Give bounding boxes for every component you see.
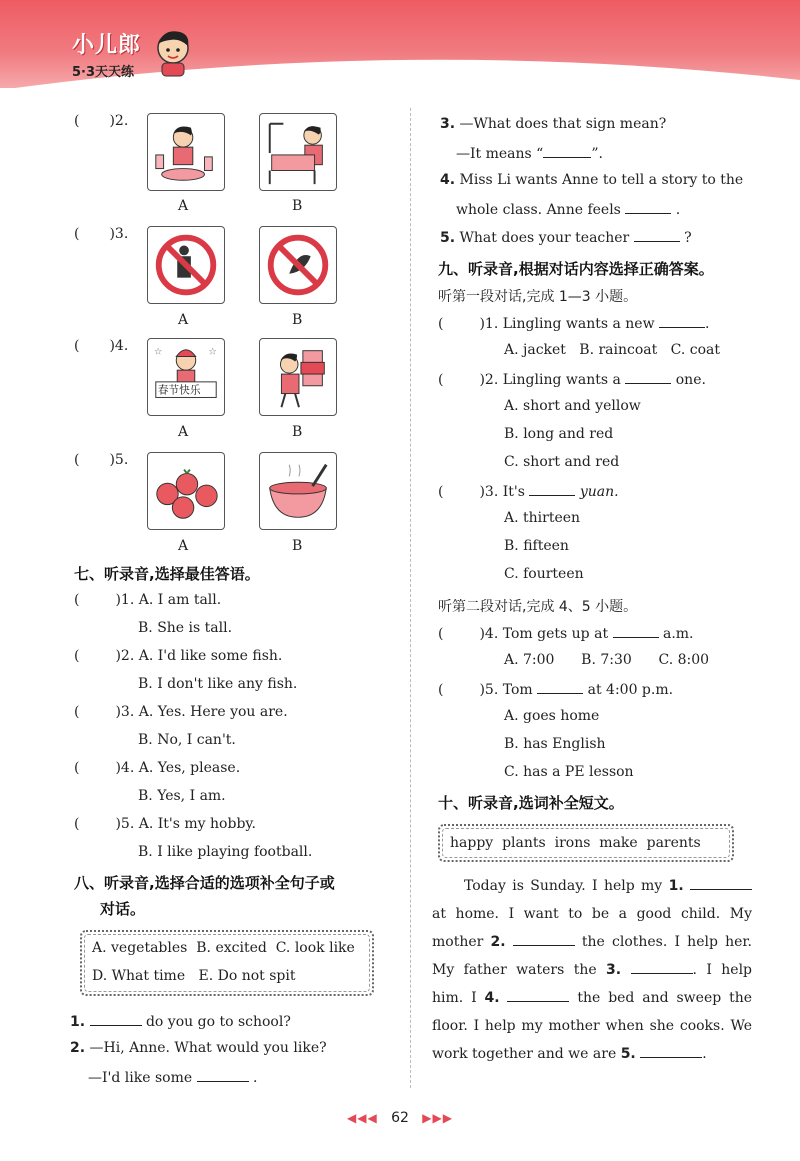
part6-item-2-label-b: B bbox=[292, 198, 303, 214]
no-food-sign-icon bbox=[260, 227, 336, 303]
part6-item-4-number: ( )4. bbox=[74, 338, 129, 354]
part8-box-line2: D. What time E. Do not spit bbox=[92, 968, 296, 984]
part6-item-3-number: ( )3. bbox=[74, 226, 129, 242]
part10-word-box bbox=[438, 824, 734, 862]
answer-blank[interactable] bbox=[197, 1068, 249, 1082]
part6-item-3-label-b: B bbox=[292, 312, 303, 328]
part8-title-line1: 八、听录音,选择合适的选项补全句子或 bbox=[74, 874, 335, 892]
part6-item-4-label-a: A bbox=[178, 424, 189, 440]
part6-item-4-label-b: B bbox=[292, 424, 303, 440]
part7-item-2-option-b: B. I don't like any fish. bbox=[138, 676, 298, 692]
part9-title: 九、听录音,根据对话内容选择正确答案。 bbox=[438, 260, 714, 278]
answer-blank[interactable] bbox=[537, 680, 583, 694]
part7-item-2: ( )2. A. I'd like some fish. bbox=[74, 648, 283, 664]
brand-name: 小儿郎 bbox=[72, 33, 142, 58]
banner-text: 春节快乐 bbox=[157, 383, 201, 397]
part9-question-5-option-a: A. goes home bbox=[504, 708, 600, 724]
part8-question-2-line2: —I'd like some . bbox=[88, 1070, 258, 1086]
part6-item-5-label-b: B bbox=[292, 538, 303, 554]
answer-blank[interactable] bbox=[625, 370, 671, 384]
part6-item-2-number: ( )2. bbox=[74, 113, 129, 129]
part9-question-2: ( )2. Lingling wants a one. bbox=[438, 372, 706, 388]
part10-passage: Today is Sunday. I help my 1. at home. I want to be a good child. My mother 2. the clothes. I help her. My father waters the 3. . I help him. I 4. the bed and sweep the floor. I help my mother when she cooks. We work together and we are 5. . bbox=[432, 878, 753, 1062]
part6-item-5-picture-b bbox=[259, 452, 337, 530]
part6-item-5-number: ( )5. bbox=[74, 452, 129, 468]
right-arrows-icon: ▶▶▶ bbox=[422, 1111, 453, 1125]
left-arrows-icon: ◀◀◀ bbox=[347, 1111, 378, 1125]
part9-question-3: ( )3. It's yuan. bbox=[438, 484, 619, 500]
part6-item-3-picture-b bbox=[259, 226, 337, 304]
part7-item-4: ( )4. A. Yes, please. bbox=[74, 760, 241, 776]
part9-question-2-option-b: B. long and red bbox=[504, 426, 614, 442]
part8-question-2-line1: 2. —Hi, Anne. What would you like? bbox=[70, 1040, 327, 1056]
part8-question-3-line2: —It means “ ”. bbox=[456, 146, 603, 162]
part9-question-2-option-a: A. short and yellow bbox=[504, 398, 641, 414]
part9-question-5: ( )5. Tom at 4:00 p.m. bbox=[438, 682, 674, 698]
part10-title: 十、听录音,选词补全短文。 bbox=[438, 794, 624, 812]
answer-blank[interactable] bbox=[625, 200, 671, 214]
part6-item-5-label-a: A bbox=[178, 538, 189, 554]
part7-title: 七、听录音,选择最佳答语。 bbox=[74, 565, 260, 583]
brand-logo bbox=[72, 28, 141, 80]
answer-blank[interactable] bbox=[543, 144, 591, 158]
answer-blank[interactable] bbox=[90, 1012, 142, 1026]
part8-question-1: 1. do you go to school? bbox=[70, 1014, 291, 1030]
child-washing-hands-icon bbox=[148, 114, 224, 190]
part9-question-5-option-c: C. has a PE lesson bbox=[504, 764, 634, 780]
child-carrying-gifts-icon bbox=[260, 339, 336, 415]
svg-text:☆: ☆ bbox=[208, 346, 218, 358]
part9-question-1-options: A. jacket B. raincoat C. coat bbox=[504, 342, 720, 358]
part6-item-2-picture-b bbox=[259, 113, 337, 191]
part7-item-1-option-b: B. She is tall. bbox=[138, 620, 233, 636]
part8-box-line1: A. vegetables B. excited C. look like bbox=[92, 940, 355, 956]
child-washing-vegetables-icon bbox=[260, 114, 336, 190]
part9-question-4-options: A. 7:00 B. 7:30 C. 8:00 bbox=[504, 652, 710, 668]
brand-series: 5·3天天练 bbox=[72, 65, 135, 80]
part7-item-5-option-b: B. I like playing football. bbox=[138, 844, 313, 860]
part9-question-2-option-c: C. short and red bbox=[504, 454, 620, 470]
part9-question-4: ( )4. Tom gets up at a.m. bbox=[438, 626, 694, 642]
part7-item-3-option-b: B. No, I can't. bbox=[138, 732, 236, 748]
part7-item-5: ( )5. A. It's my hobby. bbox=[74, 816, 256, 832]
answer-blank[interactable] bbox=[659, 314, 705, 328]
part7-item-1: ( )1. A. I am tall. bbox=[74, 592, 222, 608]
part9-intro-1: 听第一段对话,完成 1—3 小题。 bbox=[438, 289, 638, 305]
part6-item-5-picture-a bbox=[147, 452, 225, 530]
no-smoking-sign-icon bbox=[148, 227, 224, 303]
part10-word-list: happy plants irons make parents bbox=[450, 835, 701, 851]
part6-item-2-label-a: A bbox=[178, 198, 189, 214]
mascot-icon bbox=[150, 26, 196, 78]
part9-question-1: ( )1. Lingling wants a new . bbox=[438, 316, 710, 332]
part8-title-line2: 对话。 bbox=[100, 900, 146, 918]
part9-question-3-option-a: A. thirteen bbox=[504, 510, 581, 526]
part8-word-box bbox=[80, 930, 374, 996]
answer-blank[interactable] bbox=[513, 932, 575, 946]
part9-question-3-option-b: B. fifteen bbox=[504, 538, 569, 554]
answer-blank[interactable] bbox=[613, 624, 659, 638]
part6-item-3-label-a: A bbox=[178, 312, 189, 328]
part6-item-4-picture-a bbox=[147, 338, 225, 416]
page-number: 62 bbox=[391, 1110, 409, 1126]
part6-item-3-picture-a bbox=[147, 226, 225, 304]
part9-question-5-option-b: B. has English bbox=[504, 736, 606, 752]
part7-item-4-option-b: B. Yes, I am. bbox=[138, 788, 226, 804]
column-divider bbox=[410, 108, 411, 1088]
part9-question-3-option-c: C. fourteen bbox=[504, 566, 584, 582]
answer-blank[interactable] bbox=[640, 1044, 702, 1058]
part6-item-2-picture-a bbox=[147, 113, 225, 191]
page-footer bbox=[0, 1110, 800, 1126]
part8-question-4-line2: whole class. Anne feels . bbox=[456, 202, 681, 218]
svg-text:☆: ☆ bbox=[153, 346, 163, 358]
part6-item-4-picture-b bbox=[259, 338, 337, 416]
tomatoes-icon bbox=[148, 453, 224, 529]
answer-blank[interactable] bbox=[529, 482, 575, 496]
part9-intro-2: 听第二段对话,完成 4、5 小题。 bbox=[438, 599, 638, 615]
answer-blank[interactable] bbox=[634, 228, 680, 242]
answer-blank[interactable] bbox=[631, 960, 693, 974]
part8-question-4-line1: 4. Miss Li wants Anne to tell a story to the bbox=[440, 172, 744, 188]
part8-question-5: 5. What does your teacher ? bbox=[440, 230, 692, 246]
answer-blank[interactable] bbox=[507, 988, 569, 1002]
part8-question-3-line1: 3. —What does that sign mean? bbox=[440, 116, 667, 132]
soup-bowl-icon bbox=[260, 453, 336, 529]
part7-item-3: ( )3. A. Yes. Here you are. bbox=[74, 704, 288, 720]
answer-blank[interactable] bbox=[690, 876, 752, 890]
